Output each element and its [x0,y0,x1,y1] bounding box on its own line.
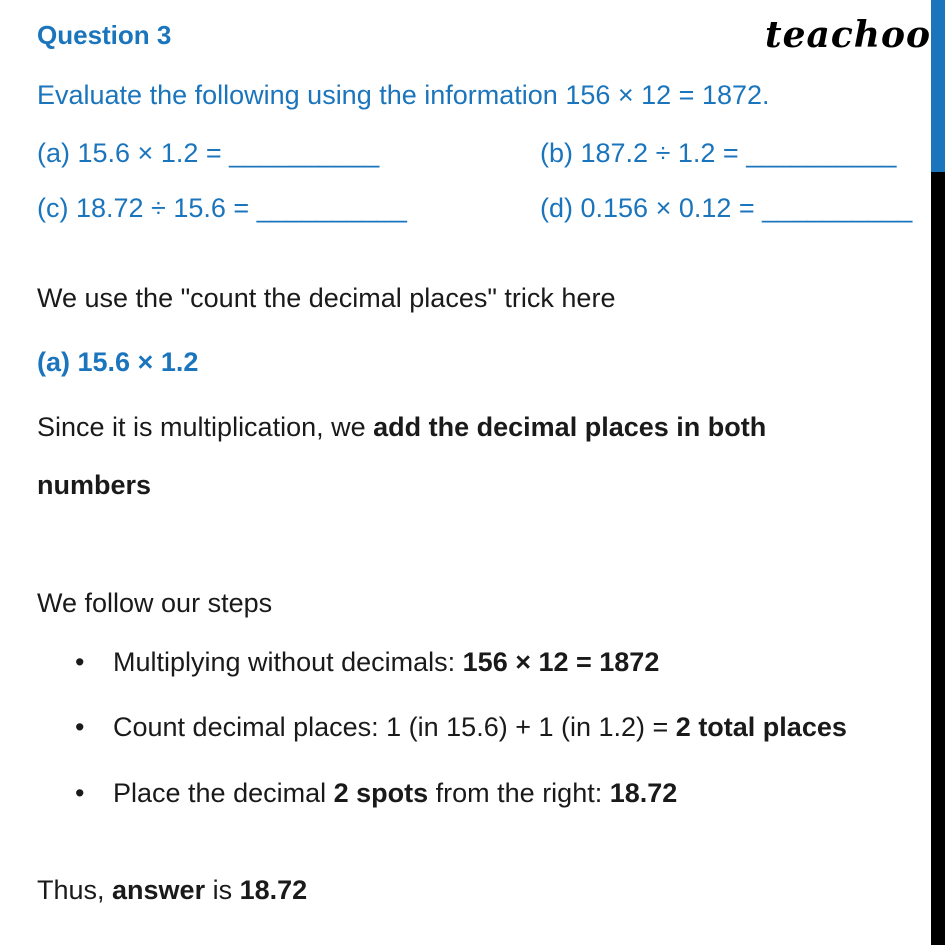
question-part-c: (c) 18.72 ÷ 15.6 = __________ [37,193,407,223]
conclusion-line [37,875,307,906]
step-bold: 18.72 [609,778,678,808]
bullet-icon: • [75,712,85,742]
since-bold: add the decimal places in both [373,412,767,442]
step-text: Place the decimal [113,778,334,808]
part-a-heading: (a) 15.6 × 1.2 [37,347,199,377]
since-prefix: Since it is multiplication, we [37,412,374,442]
teachoo-logo: teachoo [765,14,931,56]
step-text: Multiplying without decimals: [113,647,463,677]
bullet-icon: • [75,778,85,808]
step-item [75,647,659,678]
right-edge-accent [931,0,945,172]
step-bold: 2 spots [333,778,429,808]
step-bold: 2 total places [675,712,847,742]
follow-steps-line: We follow our steps [37,588,273,618]
since-line [37,412,766,443]
question-part-a: (a) 15.6 × 1.2 = __________ [37,138,380,168]
question-title: Question 3 [37,20,172,50]
question-part-d: (d) 0.156 × 0.12 = __________ [540,193,913,223]
step-text: Count decimal places: 1 (in 15.6) + 1 (in 1.2) = [113,712,676,742]
thus-prefix: Thus, [37,875,113,905]
step-bold: 156 × 12 = 1872 [462,647,660,677]
step-item [75,712,847,743]
step-text: from the right: [428,778,610,808]
step-item [75,778,677,809]
since-line-continued: numbers [37,470,152,500]
bullet-icon: • [75,647,85,677]
question-part-b: (b) 187.2 ÷ 1.2 = __________ [540,138,897,168]
thus-bold: answer [112,875,206,905]
question-intro: Evaluate the following using the information 156 × 12 = 1872. [37,80,770,110]
answer-value: 18.72 [239,875,308,905]
thus-mid: is [205,875,240,905]
right-edge-bar [931,0,945,945]
trick-line: We use the "count the decimal places" trick here [37,283,616,313]
